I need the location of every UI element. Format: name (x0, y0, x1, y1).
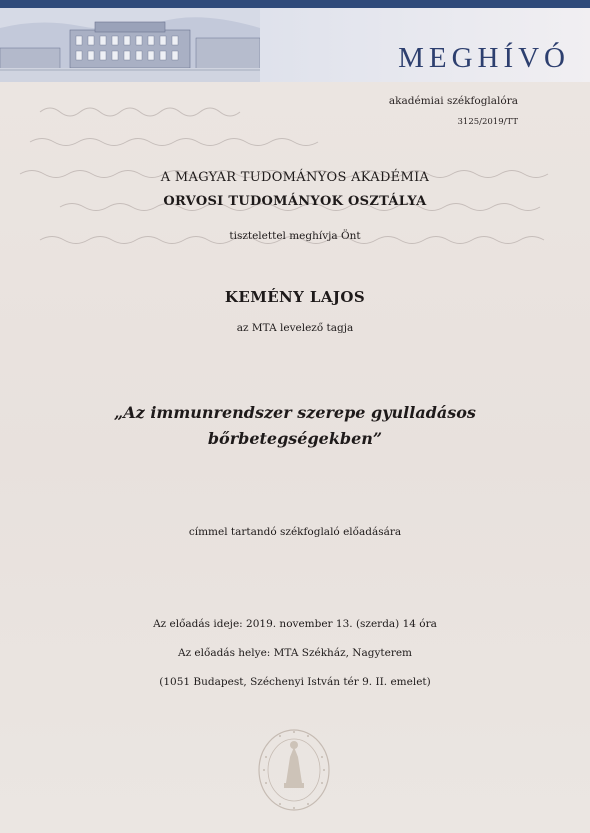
section-name: ORVOSI TUDOMÁNYOK OSZTÁLYA (163, 194, 427, 209)
lecture-caption: címmel tartandó székfoglaló előadására (188, 526, 402, 538)
lecture-venue: Az előadás helye: MTA Székház, Nagyterem (177, 647, 413, 659)
invitation-type: akadémiai székfoglalóra (388, 95, 518, 107)
invitation-text: tisztelettel meghívja Önt (229, 230, 361, 242)
lecture-address: (1051 Budapest, Széchenyi István tér 9. II. emelet) (159, 676, 431, 688)
lecture-title-line-1: „Az immunrendszer szerepe gyulladásos (114, 403, 476, 422)
speaker-name: KEMÉNY LAJOS (224, 288, 366, 306)
academy-building-icon (0, 8, 260, 82)
lecture-time: Az előadás ideje: 2019. november 13. (szerda) 14 óra (153, 618, 437, 630)
lecture-title (0, 400, 590, 452)
mta-seal-icon (256, 727, 332, 813)
academy-name: A MAGYAR TUDOMÁNYOS AKADÉMIA (160, 170, 430, 185)
reference-number: 3125/2019/TT (457, 117, 518, 127)
speaker-role: az MTA levelező tagja (236, 322, 354, 334)
invitation-title: MEGHÍVÓ (398, 42, 570, 74)
top-accent-bar (0, 0, 590, 8)
lecture-title-line-2: bőrbetegségekben” (207, 429, 383, 448)
